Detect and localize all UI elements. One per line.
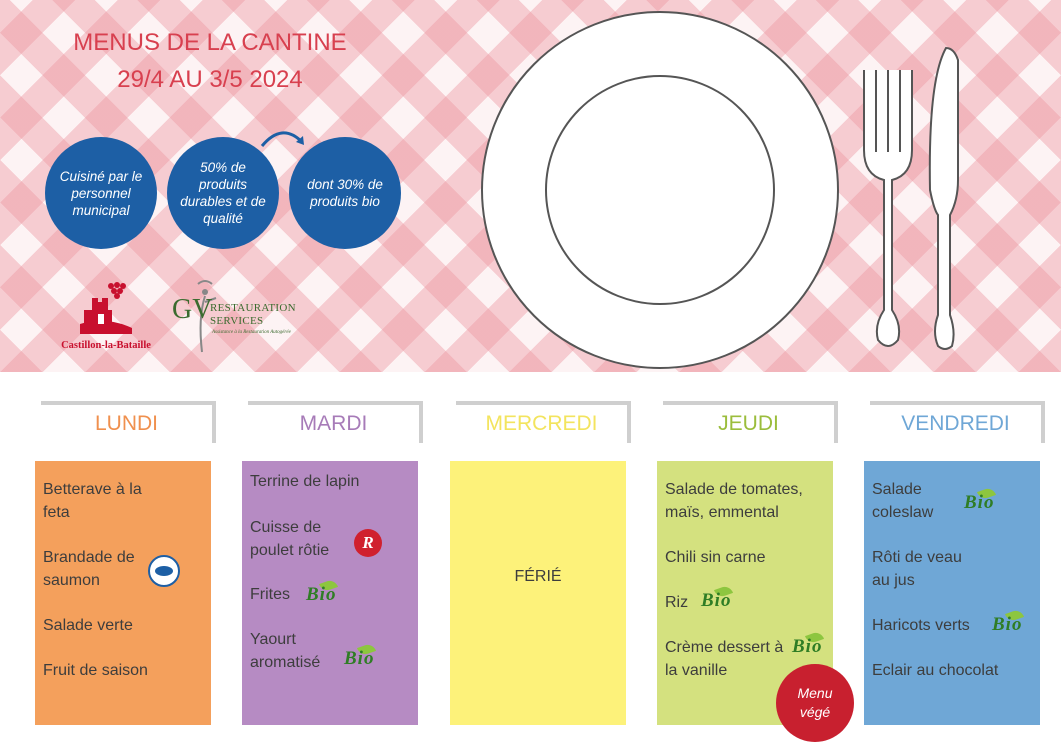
menu-item: Fruit de saison	[43, 662, 148, 679]
day-label-lundi: LUNDI	[94, 412, 158, 435]
gv-line1: RESTAURATION	[210, 302, 296, 314]
gv-tagline: Assistance à la Restauration Autogérée	[212, 330, 291, 335]
day-label-jeudi: JEUDI	[718, 412, 779, 435]
gv-mark: GV	[172, 294, 213, 325]
day-label-vendredi: VENDREDI	[901, 412, 1010, 435]
castillon-name: Castillon-la-Bataille	[61, 340, 151, 351]
menu-panel-mardi	[242, 461, 418, 725]
plate-illustration	[480, 10, 860, 372]
menu-item: Cuisse de poulet rôtie	[250, 519, 330, 559]
menu-dates: 29/4 AU 3/5 2024	[117, 66, 303, 93]
bio-icon: Bio	[306, 581, 342, 607]
day-label-mardi: MARDI	[299, 412, 368, 435]
day-header-jeudi	[663, 401, 838, 441]
menu-item: Crème dessert à la vanille	[665, 639, 784, 679]
day-header-mercredi	[456, 401, 631, 441]
day-header-mardi	[248, 401, 423, 441]
menu-item: Salade coleslaw	[872, 481, 934, 521]
menu-panel-mercredi	[450, 461, 626, 725]
menu-item: Yaourt aromatisé	[250, 631, 321, 671]
ferie-label: FÉRIÉ	[514, 568, 562, 585]
arrow-icon	[258, 124, 310, 154]
bio-icon: Bio	[701, 587, 737, 613]
menu-panel-lundi	[35, 461, 211, 725]
menu-item: Terrine de lapin	[250, 473, 360, 490]
menu-vege-badge: Menu végé	[776, 664, 854, 742]
gv-restauration-logo	[170, 278, 310, 356]
castillon-logo	[52, 278, 160, 351]
badge-produits-bio: dont 30% de produits bio	[289, 137, 401, 249]
bio-icon: Bio	[792, 633, 828, 659]
badge-cuisine-municipale: Cuisiné par le personnel municipal	[45, 137, 157, 249]
label-rouge-icon: R	[354, 529, 382, 557]
menu-item: Riz	[665, 594, 689, 611]
menu-item: Eclair au chocolat	[872, 662, 999, 679]
menu-item: Rôti de veau au jus	[872, 549, 962, 589]
castle-icon	[78, 278, 134, 334]
menu-item: Brandade de saumon	[43, 549, 135, 589]
badge-produits-durables: 50% de produits durables et de qualité	[167, 137, 279, 249]
gv-line2: SERVICES	[210, 315, 264, 327]
bio-icon: Bio	[992, 611, 1028, 637]
menu-item: Salade verte	[43, 617, 133, 634]
bio-icon: Bio	[344, 645, 380, 671]
day-label-mercredi: MERCREDI	[485, 412, 598, 435]
menu-item: Frites	[250, 586, 290, 603]
menu-item: Chili sin carne	[665, 549, 766, 566]
day-header-lundi	[41, 401, 216, 441]
menu-title: MENUS DE LA CANTINE	[73, 29, 347, 56]
msc-label-icon	[148, 555, 180, 587]
header-banner	[0, 0, 1061, 372]
menu-item: Salade de tomates, maïs, emmental	[665, 481, 803, 521]
menu-panel-vendredi	[864, 461, 1040, 725]
bio-icon: Bio	[964, 489, 1000, 515]
menu-item: Betterave à la feta	[43, 481, 142, 521]
menu-item: Haricots verts	[872, 617, 970, 634]
day-header-vendredi	[870, 401, 1045, 441]
cutlery-illustration	[850, 40, 970, 360]
